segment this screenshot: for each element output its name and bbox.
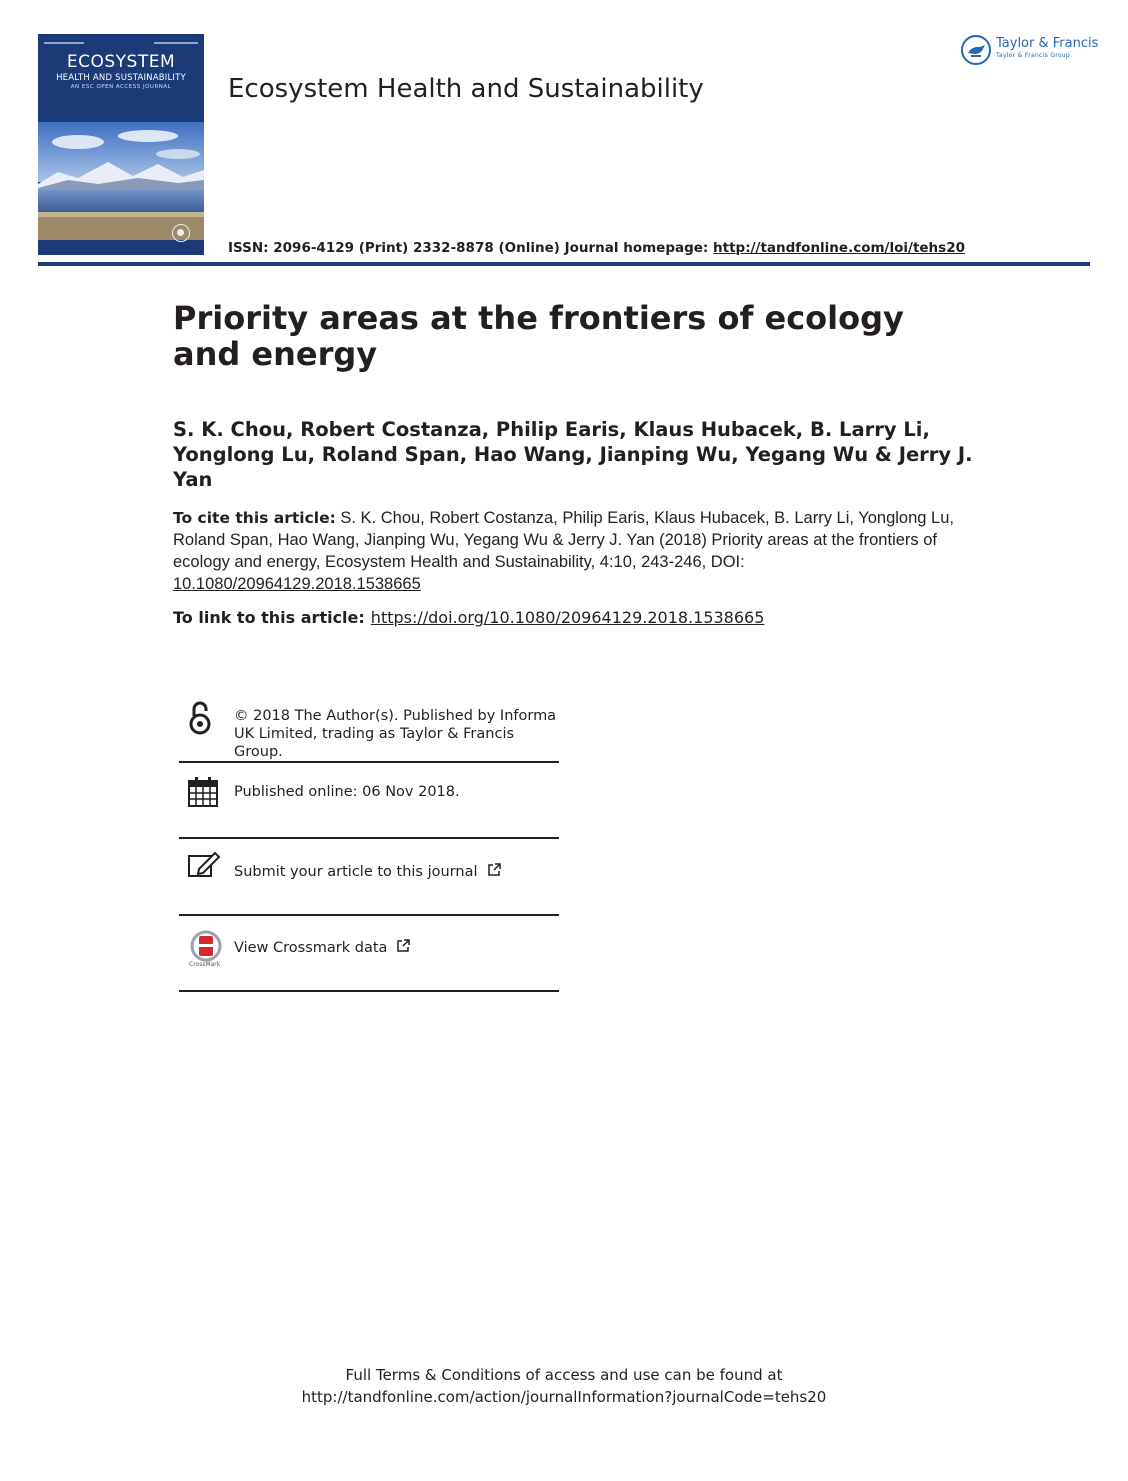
cover-landscape-image xyxy=(38,122,204,240)
license-text: © 2018 The Author(s). Published by Informa UK Limited, trading as Taylor & Francis Group. xyxy=(234,708,557,760)
journal-cover xyxy=(38,34,204,255)
submit-article-label[interactable]: Submit your article to this journal xyxy=(234,864,478,880)
footer xyxy=(0,1364,1128,1408)
publisher-name: Taylor & Francis xyxy=(996,36,1099,51)
article-link-line xyxy=(173,608,973,627)
crossmark-logo-text: CrossMark xyxy=(189,961,221,968)
article-link-lead: To link to this article: xyxy=(173,608,365,627)
info-divider xyxy=(179,837,559,839)
header-divider xyxy=(38,262,1090,266)
footer-terms-link[interactable]: http://tandfonline.com/action/journalInformation?journalCode=tehs20 xyxy=(301,1388,827,1406)
external-link-icon xyxy=(487,863,501,877)
citation-text: S. K. Chou, Robert Costanza, Philip Earis, Klaus Hubacek, B. Larry Li, Yonglong Lu, Roland Span, Hao Wang, Jianping Wu, Yegang Wu & Jerry J. Yan (2018) Priority areas at the frontiers of ecology and energy, Ecosystem Health and Sustainability, 4:10, 243-246, DOI: xyxy=(173,509,954,571)
publisher-logo xyxy=(960,34,1099,66)
published-date-text: Published online: 06 Nov 2018. xyxy=(234,784,460,800)
cover-seal-icon xyxy=(172,224,190,242)
issn-line xyxy=(228,240,965,256)
authors-line-1: S. K. Chou, Robert Costanza, Philip Earis, Klaus Hubacek, B. Larry Li, xyxy=(173,418,930,441)
external-link-icon xyxy=(396,939,410,953)
citation-block xyxy=(173,507,973,595)
published-info xyxy=(179,766,559,840)
cover-title: ECOSYSTEM xyxy=(66,52,176,72)
citation-lead: To cite this article: xyxy=(173,509,336,527)
info-divider xyxy=(179,914,559,916)
info-divider xyxy=(179,990,559,992)
article-authors xyxy=(173,417,973,492)
authors-line-2: Yonglong Lu, Roland Span, Hao Wang, Jianping Wu, Yegang Wu & Jerry J. Yan xyxy=(173,443,973,491)
submit-article-item[interactable] xyxy=(179,842,559,918)
citation-doi-link[interactable]: 10.1080/20964129.2018.1538665 xyxy=(173,575,421,593)
article-doi-link[interactable]: https://doi.org/10.1080/20964129.2018.1538665 xyxy=(370,608,765,627)
calendar-icon xyxy=(187,776,219,808)
journal-homepage-link[interactable]: http://tandfonline.com/loi/tehs20 xyxy=(713,240,965,256)
submit-article-link[interactable] xyxy=(234,863,559,881)
journal-title: Ecosystem Health and Sustainability xyxy=(228,74,704,104)
taylor-francis-lamp-icon xyxy=(960,34,992,66)
info-divider xyxy=(179,761,559,763)
open-access-lock-icon xyxy=(187,700,213,736)
footer-terms-text: Full Terms & Conditions of access and use can be found at xyxy=(345,1366,783,1384)
edit-pencil-icon xyxy=(187,850,221,880)
license-info xyxy=(179,698,559,764)
cover-subtitle: HEALTH AND SUSTAINABILITY xyxy=(56,73,186,83)
crossmark-label[interactable]: View Crossmark data xyxy=(234,940,388,956)
publisher-group: Taylor & Francis Group xyxy=(996,52,1071,59)
article-title: Priority areas at the frontiers of ecology and energy xyxy=(173,299,904,373)
crossmark-item[interactable] xyxy=(179,918,559,994)
issn-text: ISSN: 2096-4129 (Print) 2332-8878 (Online) Journal homepage: xyxy=(228,240,714,256)
cover-tagline: AN ESC OPEN ACCESS JOURNAL xyxy=(70,84,172,90)
cover-header-strip xyxy=(44,40,198,48)
crossmark-link[interactable] xyxy=(234,939,559,957)
